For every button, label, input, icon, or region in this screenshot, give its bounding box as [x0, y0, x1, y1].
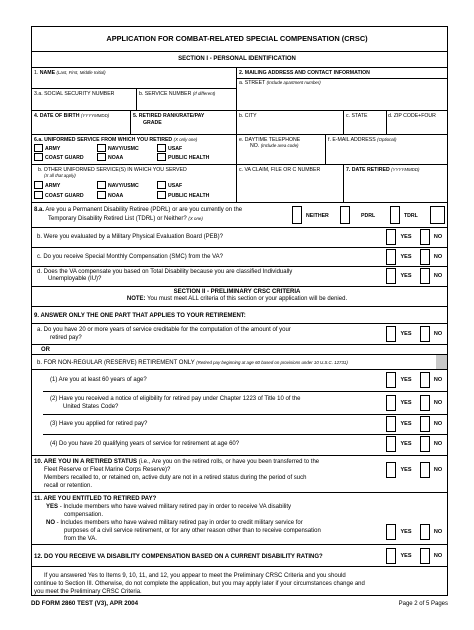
checkbox-navy-6a[interactable] — [97, 144, 106, 152]
q11-yes-box[interactable] — [386, 524, 396, 540]
form-title: APPLICATION FOR COMBAT-RELATED SPECIAL COMPENSATION (CRSC) — [106, 34, 368, 43]
f2e-hint: (Include area code) — [260, 143, 299, 148]
f2e-label-1: e. DAYTIME TELEPHONE — [239, 137, 301, 143]
f5-label-2: GRADE — [143, 120, 162, 126]
q9b1-yes-label: YES — [400, 377, 412, 383]
q11-no-3: from the VA. — [64, 536, 97, 542]
q11-no-2: purposes of a civil service retirement, or for any other reason other than to receive compensation — [64, 528, 321, 534]
q9b-text: b. FOR NON-REGULAR (RESERVE) RETIREMENT ONLY — [37, 360, 195, 366]
q11-yes-label: YES — [46, 504, 59, 510]
q9b4-no-label: NO — [433, 441, 443, 447]
q8a-line2: Temporary Disability Retired List (TDRL) or Neither? — [48, 216, 187, 222]
checkbox-usaf-6a[interactable] — [157, 144, 166, 152]
checkbox-navy-6b[interactable] — [97, 181, 106, 189]
dob-field[interactable] — [34, 121, 128, 131]
q12-text: 12. DO YOU RECEIVE VA DISABILITY COMPENSATION BASED ON A CURRENT DISABILITY RATING? — [34, 554, 323, 560]
q10-head: 10. ARE YOU IN A RETIRED STATUS — [34, 459, 138, 465]
svc-army-6b: ARMY — [45, 183, 61, 189]
opt-pdrl: PDRL — [361, 213, 376, 219]
email-field[interactable] — [328, 145, 445, 161]
checkbox-ph-6b[interactable] — [157, 191, 166, 199]
q9b2-line1: (2) Have you received a notice of eligibility for retired pay under Chapter 1223 of Title 10 of the — [50, 396, 301, 402]
section2-note-label: NOTE: — [126, 296, 146, 302]
footer-page-number: Page 2 of 5 Pages — [398, 601, 448, 607]
city-field[interactable] — [239, 121, 341, 131]
q9b4-text: (4) Do you have 20 qualifying years of service for retirement at age 60? — [50, 441, 240, 447]
q10-line4: recall or retention. — [44, 483, 93, 489]
svc-ph-6b: PUBLIC HEALTH — [168, 193, 210, 199]
f7-hint: (YYYYMMDD) — [391, 167, 420, 172]
va-claim-field[interactable] — [239, 176, 341, 198]
f2d-label: d. ZIP CODE+FOUR — [388, 113, 436, 119]
f2-label: MAILING ADDRESS AND CONTACT INFORMATION — [244, 70, 370, 76]
q8c-text: c. Do you receive Special Monthly Compensation (SMC) from the VA? — [37, 254, 223, 260]
closing-line2: continue to Section III. Otherwise, do not complete the application, but you may apply later if your circumstances change and — [34, 581, 365, 587]
q12-yes-label: YES — [400, 553, 412, 559]
q11-head: 11. ARE YOU ENTITLED TO RETIRED PAY? — [34, 496, 157, 502]
svc-usaf-6b: USAF — [168, 183, 183, 189]
q8d-no-box[interactable] — [420, 268, 430, 284]
section1-title: SECTION I - PERSONAL IDENTIFICATION — [178, 56, 296, 62]
svc-ph-6a: PUBLIC HEALTH — [168, 155, 210, 161]
q12-no-label: NO — [433, 553, 443, 559]
q8c-yes-box[interactable] — [386, 249, 396, 265]
checkbox-8a-end[interactable] — [430, 206, 445, 224]
service-number-field[interactable] — [139, 98, 234, 108]
zip-field[interactable] — [389, 121, 445, 131]
f2c-label: c. STATE — [346, 113, 368, 119]
q9b4-no-box[interactable] — [420, 436, 430, 452]
f6b-hint: (X all that apply) — [44, 173, 76, 178]
q9a-yes-box[interactable] — [386, 326, 396, 342]
q11-yes-1: - Include members who have waived military retired pay in order to receive VA disability — [59, 504, 292, 510]
q9a-no-label: NO — [433, 331, 443, 337]
checkbox-army-6a[interactable] — [34, 144, 43, 152]
q8c-no-box[interactable] — [420, 249, 430, 265]
f7-label: 7. DATE RETIRED — [346, 167, 390, 173]
f5-label-1: 5. RETIRED RANK/RATE/PAY — [133, 113, 205, 119]
q9b2-no-box[interactable] — [420, 395, 430, 411]
f6a-hint: (X only one) — [173, 137, 198, 142]
f2a-hint: (Include apartment number) — [266, 80, 321, 85]
svc-cg-6a: COAST GUARD — [45, 155, 84, 161]
closing-line3: you meet the Preliminary CRSC Criteria. — [34, 589, 142, 595]
q10-no-label: NO — [433, 467, 443, 473]
q8c-no-label: NO — [433, 254, 443, 260]
f6a-label: 6.a. UNIFORMED SERVICE FROM WHICH YOU RETIRED — [34, 137, 173, 143]
q9b3-text: (3) Have you applied for retired pay? — [50, 421, 148, 427]
closing-line1: If you answered Yes to Items 9, 10, 11, and 12, you appear to meet the Preliminary CRSC Criteria and you should — [44, 573, 346, 579]
q10-line3: Members recalled to, or retained on, active duty are not in a retired status during the period of such — [44, 475, 307, 481]
q8b-no-label: NO — [433, 234, 443, 240]
q8b-yes-box[interactable] — [386, 229, 396, 245]
f1-num: 1. — [34, 70, 39, 76]
checkbox-usaf-6b[interactable] — [157, 181, 166, 189]
f1-label: NAME — [39, 70, 56, 76]
q8d-line2: Unemployable (IU)? — [48, 276, 102, 282]
q11-yes-2: compensation. — [64, 512, 104, 518]
svc-noaa-6b: NOAA — [108, 193, 124, 199]
q9b-shaded-cell — [436, 355, 447, 369]
q12-no-box[interactable] — [420, 548, 430, 564]
section2-note: You must meet ALL criteria of this section or your application will be denied. — [147, 296, 348, 302]
q9b3-no-label: NO — [433, 421, 443, 427]
q9b2-line2: United States Code? — [63, 404, 119, 410]
q9-text: 9. ANSWER ONLY THE ONE PART THAT APPLIES TO YOUR RETIREMENT: — [34, 313, 246, 319]
checkbox-pdrl[interactable] — [340, 206, 350, 224]
f2a-label: a. STREET — [239, 80, 266, 86]
or-label: OR — [41, 347, 50, 353]
q9b1-text: (1) Are you at least 60 years of age? — [50, 377, 147, 383]
checkbox-noaa-6b[interactable] — [97, 191, 106, 199]
q11-no-box[interactable] — [420, 524, 430, 540]
q12-yes-box[interactable] — [386, 548, 396, 564]
q9b1-no-box[interactable] — [420, 372, 430, 388]
svc-usaf-6a: USAF — [168, 146, 183, 152]
q8c-yes-label: YES — [400, 254, 412, 260]
q10-rest: (i.e., Are you on the retired rolls, or have you been transferred to the — [138, 459, 320, 465]
svc-noaa-6a: NOAA — [108, 155, 124, 161]
q8a-num: 8.a. — [34, 207, 45, 213]
q9b2-no-label: NO — [433, 400, 443, 406]
f2f-label: f. E-MAIL ADDRESS — [328, 137, 376, 143]
phone-field[interactable] — [239, 151, 323, 161]
name-field[interactable] — [34, 77, 234, 87]
q8b-no-box[interactable] — [420, 229, 430, 245]
q11-yes-label-box: YES — [400, 529, 412, 535]
q10-line2: Fleet Reserve or Fleet Marine Corps Reserve)? — [44, 467, 171, 473]
q10-yes-label: YES — [400, 467, 412, 473]
q8a-hint: (X one) — [188, 216, 203, 221]
q9b3-yes-label: YES — [400, 421, 412, 427]
q10-no-box[interactable] — [420, 462, 430, 478]
q9b2-yes-label: YES — [400, 400, 412, 406]
q8b-text: b. Were you evaluated by a Military Physical Evaluation Board (PEB)? — [37, 234, 223, 240]
section2-title: SECTION II - PRELIMINARY CRSC CRITERIA — [173, 289, 301, 295]
q8b-yes-label: YES — [400, 234, 412, 240]
q9a-no-box[interactable] — [420, 326, 430, 342]
date-retired-field[interactable] — [346, 176, 445, 198]
q8d-line1: d. Does the VA compensate you based on Total Disability because you are classified Individually — [37, 269, 293, 275]
svc-navy-6b: NAVY/USMC — [108, 183, 139, 189]
f2b-label: b. CITY — [239, 113, 257, 119]
q9a-line2: retired pay? — [50, 335, 82, 341]
footer-form-id: DD FORM 2860 TEST (V3), APR 2004 — [31, 600, 139, 607]
checkbox-cg-6a[interactable] — [34, 153, 43, 161]
svc-cg-6b: COAST GUARD — [45, 193, 84, 199]
f2e-label-2: NO. — [250, 143, 260, 149]
opt-neither: NEITHER — [306, 213, 329, 219]
q9b-hint: (Retired pay beginning at age 60 based on provisions under 10 U.S.C. 12731) — [196, 360, 348, 365]
q9b3-no-box[interactable] — [420, 416, 430, 432]
q11-no-label: NO — [46, 520, 55, 526]
f2f-hint: (Optional) — [377, 137, 397, 142]
q8a-line1: Are you a Permanent Disability Retiree (PDRL) or are you currently on the — [45, 207, 243, 213]
checkbox-cg-6b[interactable] — [34, 191, 43, 199]
q9a-yes-label: YES — [400, 331, 412, 337]
q9b4-yes-box[interactable] — [386, 436, 396, 452]
svc-army-6a: ARMY — [45, 146, 61, 152]
q8d-yes-box[interactable] — [386, 268, 396, 284]
q8d-no-label: NO — [433, 273, 443, 279]
q10-yes-box[interactable] — [386, 462, 396, 478]
f6c-label: c. VA CLAIM, FILE OR C NUMBER — [239, 167, 321, 173]
f1-hint: (Last, First, Middle Initial) — [56, 70, 106, 75]
checkbox-army-6b[interactable] — [34, 181, 43, 189]
f6b-label-1: b. OTHER UNIFORMED SERVICE(S) IN WHICH YOU SERVED — [38, 167, 187, 173]
ssn-field[interactable] — [34, 98, 134, 108]
f4-label: 4. DATE OF BIRTH — [34, 113, 80, 119]
q9b2-yes-box[interactable] — [386, 395, 396, 411]
checkbox-neither[interactable] — [292, 206, 302, 224]
f4-hint: (YYYYMMDD) — [80, 113, 110, 118]
f3b-hint: (If different) — [192, 91, 216, 96]
q9b1-no-label: NO — [433, 377, 443, 383]
f3a-label: 3.a. SOCIAL SECURITY NUMBER — [34, 91, 115, 97]
q11-no-label-box: NO — [433, 529, 443, 535]
q9a-line1: a. Do you have 20 or more years of service creditable for the computation of the amount of your — [37, 327, 291, 333]
q11-no-1: - Includes members who have waived military retired pay in order to credit military service for — [56, 520, 303, 526]
f3b-label: b. SERVICE NUMBER — [139, 91, 192, 97]
state-field[interactable] — [346, 121, 384, 131]
q8d-yes-label: YES — [400, 273, 412, 279]
svc-navy-6a: NAVY/USMC — [108, 146, 139, 152]
q9b4-yes-label: YES — [400, 441, 412, 447]
f2-num: 2. — [239, 70, 244, 76]
checkbox-noaa-6a[interactable] — [97, 153, 106, 161]
checkbox-tdrl[interactable] — [390, 206, 400, 224]
q9b1-yes-box[interactable] — [386, 372, 396, 388]
opt-tdrl: TDRL — [404, 213, 418, 219]
street-field[interactable] — [239, 86, 445, 104]
q9b3-yes-box[interactable] — [386, 416, 396, 432]
checkbox-ph-6a[interactable] — [157, 153, 166, 161]
